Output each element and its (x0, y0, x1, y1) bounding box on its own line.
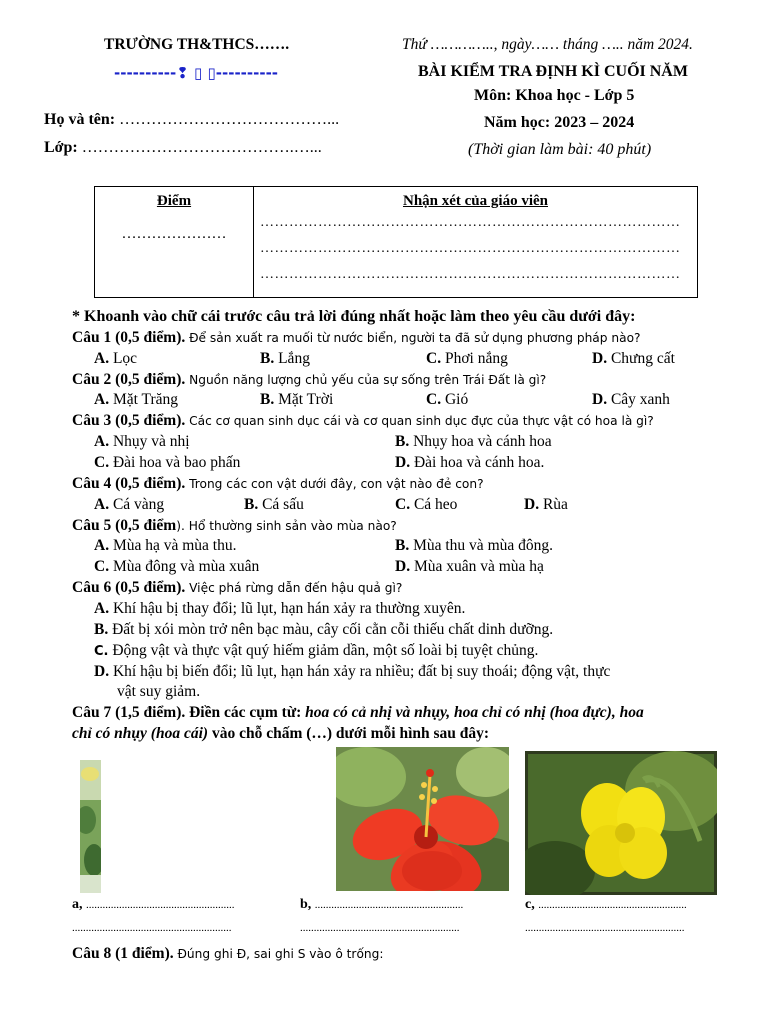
blank-c-line2[interactable]: .......................................................... (525, 922, 685, 934)
score-table (94, 186, 698, 298)
option[interactable]: B. Lắng (260, 350, 310, 367)
option[interactable]: C. Mùa đông và mùa xuân (94, 558, 260, 575)
comment-header: Nhận xét của giáo viên (402, 193, 548, 209)
question-2 (72, 371, 546, 389)
student-class-row (44, 139, 322, 157)
option[interactable]: C. Đài hoa và bao phấn (94, 454, 241, 471)
score-field[interactable]: ………………… (121, 226, 227, 242)
question-label: Câu 5 (0,5 điểm (72, 517, 177, 534)
question-text: Để sản xuất ra muối từ nước biển, người ta đã sử dụng phương pháp nào? (189, 331, 641, 345)
option[interactable]: B. Đất bị xói mòn trở nên bạc màu, cây cối cằn cỗi thiếu chất dinh dưỡng. (94, 621, 554, 638)
question-text: Việc phá rừng dẫn đến hậu quả gì? (189, 581, 403, 595)
blank-a-line2[interactable]: .......................................................... (72, 922, 232, 934)
option[interactable]: C. Gió (426, 391, 469, 408)
option[interactable]: D. Rùa (524, 496, 568, 513)
school-year: Năm học: 2023 – 2024 (484, 114, 635, 131)
comment-cell (254, 187, 698, 298)
yellow-flower-image-c (525, 751, 717, 895)
question-6 (72, 579, 402, 597)
score-header: Điểm (156, 193, 192, 209)
question-4 (72, 475, 484, 493)
q7-phrases: hoa có cả nhị và nhụy, hoa chỉ có nhị (hoa đực), hoa (305, 704, 644, 721)
option[interactable]: A. Khí hậu bị thay đổi; lũ lụt, hạn hán xảy ra thường xuyên. (94, 600, 466, 617)
question-label: Câu 2 (0,5 điểm). (72, 371, 186, 388)
comment-line[interactable]: …………………………………………………………………………… (260, 215, 681, 230)
option-continuation: vật suy giảm. (117, 683, 201, 700)
school-divider: ----------❢ ▯ ▯---------- (114, 64, 279, 82)
flower-image-a (80, 760, 101, 893)
option[interactable]: D. Mùa xuân và mùa hạ (395, 558, 544, 575)
subject-line: Môn: Khoa học - Lớp 5 (474, 87, 635, 104)
question-1 (72, 329, 641, 347)
exam-duration: (Thời gian làm bài: 40 phút) (468, 141, 652, 158)
question-5 (72, 517, 397, 535)
question-label: Câu 4 (0,5 điểm). (72, 475, 186, 492)
question-8 (72, 945, 383, 963)
hibiscus-image-b (336, 747, 509, 891)
question-text: Các cơ quan sinh dục cái và cơ quan sinh dục đực của thực vật có hoa là gì? (189, 414, 654, 428)
question-label: Câu 6 (0,5 điểm). (72, 579, 186, 596)
option[interactable]: D. Khí hậu bị biến đổi; lũ lụt, hạn hán xảy ra nhiều; đất bị suy thoái; động vật, thực (94, 663, 611, 680)
question-text: Nguồn năng lượng chủ yếu của sự sống trên Trái Đất là gì? (189, 373, 547, 387)
question-label: Câu 1 (0,5 điểm). (72, 329, 186, 346)
question-text: Trong các con vật dưới đây, con vật nào đẻ con? (189, 477, 484, 491)
school-name: TRƯỜNG TH&THCS……. (104, 36, 290, 53)
exam-title: BÀI KIỂM TRA ĐỊNH KÌ CUỐI NĂM (418, 63, 688, 80)
question-7 (72, 704, 644, 722)
student-class-label: Lớp: (44, 139, 78, 156)
question-label: Câu 3 (0,5 điểm). (72, 412, 186, 429)
option[interactable]: D. Cây xanh (592, 391, 670, 408)
option[interactable]: D. Đài hoa và cánh hoa. (395, 454, 545, 471)
blank-c[interactable]: c, ...................................................... (525, 897, 687, 912)
option[interactable]: C. Phơi nắng (426, 350, 508, 367)
question-label: Câu 7 (1,5 điểm). Điền các cụm từ: (72, 704, 302, 721)
question-3 (72, 412, 654, 430)
option[interactable]: B. Cá sấu (244, 496, 304, 513)
student-class-field[interactable]: ………………………………….…... (81, 139, 322, 156)
question-7-cont (72, 725, 489, 743)
question-text: ). Hổ thường sinh sản vào mùa nào? (176, 519, 397, 533)
score-cell (95, 187, 254, 298)
option[interactable]: B. Mùa thu và mùa đông. (395, 537, 554, 554)
student-name-label: Họ và tên: (44, 111, 116, 128)
student-name-field[interactable]: …………………………………... (119, 111, 340, 128)
option[interactable]: B. Nhụy hoa và cánh hoa (395, 433, 552, 450)
comment-line[interactable]: …………………………………………………………………………… (260, 241, 681, 256)
option[interactable]: C. Động vật và thực vật quý hiếm giảm dần, một số loài bị tuyệt chủng. (94, 642, 539, 659)
q7-suffix: vào chỗ chấm (…) dưới mỗi hình sau đây: (211, 725, 490, 742)
option[interactable]: D. Chưng cất (592, 350, 675, 367)
option[interactable]: B. Mặt Trời (260, 391, 334, 408)
option[interactable]: A. Cá vàng (94, 496, 165, 513)
option[interactable]: C. Cá heo (395, 496, 458, 513)
blank-b[interactable]: b, ...................................................... (300, 897, 464, 912)
date-line: Thứ ………….., ngày…… tháng ….. năm 2024. (402, 36, 693, 53)
question-label: Câu 8 (1 điểm). (72, 945, 174, 962)
option[interactable]: A. Lọc (94, 350, 138, 367)
question-text: Đúng ghi Đ, sai ghi S vào ô trống: (177, 947, 384, 961)
blank-b-line2[interactable]: .......................................................... (300, 922, 460, 934)
blank-a[interactable]: a, ...................................................... (72, 897, 235, 912)
option[interactable]: A. Mặt Trăng (94, 391, 178, 408)
q7-phrases-2: chỉ có nhụy (hoa cái) (72, 725, 209, 742)
option[interactable]: A. Mùa hạ và mùa thu. (94, 537, 237, 554)
instruction: * Khoanh vào chữ cái trước câu trả lời đúng nhất hoặc làm theo yêu cầu dưới đây: (72, 308, 636, 325)
option[interactable]: A. Nhụy và nhị (94, 433, 190, 450)
comment-line[interactable]: …………………………………………………………………………… (260, 267, 681, 282)
student-name-row (44, 111, 339, 129)
